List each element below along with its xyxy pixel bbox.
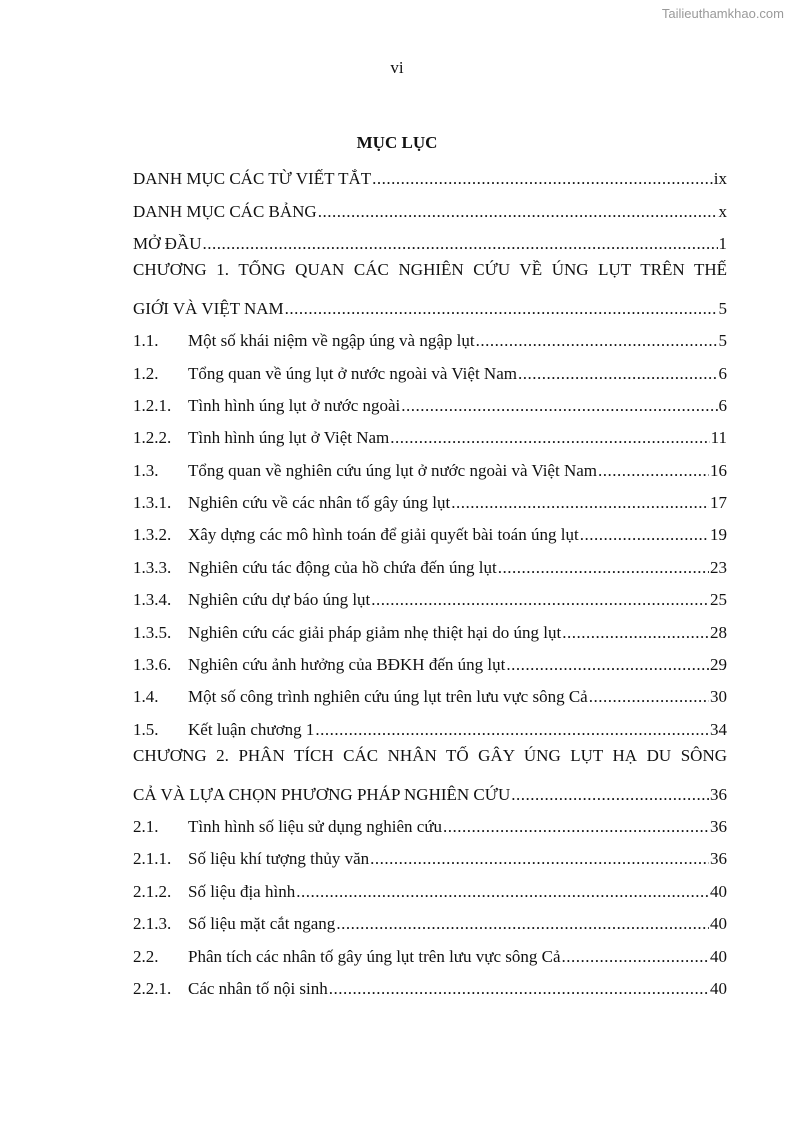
toc-entry-page: 36: [710, 849, 727, 869]
toc-entry[interactable]: [133, 584, 727, 616]
toc-dot-leader: [370, 849, 709, 869]
toc-entry-number: 1.3.2.: [133, 525, 172, 545]
watermark-text: Tailieuthamkhao.com: [661, 6, 784, 21]
toc-entry-title: Số liệu địa hình: [188, 881, 296, 901]
toc-entry-page: 40: [710, 914, 727, 934]
toc-dot-leader: [336, 914, 709, 934]
toc-dot-leader: [315, 720, 709, 740]
toc-dot-leader: [296, 882, 709, 902]
toc-entry-page: 6: [718, 395, 727, 415]
toc-entry[interactable]: [133, 681, 727, 713]
toc-entry-number: 1.3.5.: [133, 622, 172, 642]
toc-entry[interactable]: [133, 519, 727, 551]
toc-dot-leader: [498, 558, 709, 578]
toc-entry[interactable]: [133, 908, 727, 940]
toc-entry-page: 29: [710, 655, 727, 675]
toc-entry-number: 1.4.: [133, 687, 159, 707]
toc-entry-title: Kết luận chương 1: [188, 719, 315, 739]
toc-entry-title: Số liệu khí tượng thủy văn: [188, 849, 370, 869]
toc-dot-leader: [390, 428, 709, 448]
toc-dot-leader: [598, 461, 709, 481]
toc-dot-leader: [506, 655, 709, 675]
toc-title: MỤC LỤC: [356, 133, 438, 152]
toc-entry-title: Tổng quan về úng lụt ở nước ngoài và Việt Nam: [188, 363, 517, 383]
toc-entry[interactable]: [133, 422, 727, 454]
toc-entry-page: ix: [713, 169, 727, 189]
toc-entry-page: 30: [710, 687, 727, 707]
toc-dot-leader: [329, 979, 709, 999]
toc-entry-page: 5: [718, 331, 727, 351]
toc-dot-leader: [202, 234, 717, 254]
toc-entry[interactable]: [133, 714, 727, 746]
toc-entry-page: x: [718, 201, 727, 221]
toc-entry[interactable]: [133, 487, 727, 519]
toc-entry-page: 40: [710, 881, 727, 901]
toc-entry-number: 1.3.1.: [133, 493, 172, 513]
toc-entry-number: 2.2.: [133, 946, 159, 966]
toc-entry-page: 34: [710, 719, 727, 739]
toc-entry-number: 1.3.: [133, 460, 159, 480]
toc-dot-leader: [511, 785, 709, 805]
toc-entry[interactable]: [133, 876, 727, 908]
toc-entry-title: Tổng quan về nghiên cứu úng lụt ở nước ngoài và Việt Nam: [188, 460, 597, 480]
toc-entry-title: Số liệu mặt cắt ngang: [188, 914, 336, 934]
toc-entry[interactable]: [133, 163, 727, 195]
toc-entry-number: 1.3.6.: [133, 655, 172, 675]
toc-entry-title: MỞ ĐẦU: [133, 233, 202, 253]
toc-entry[interactable]: [133, 778, 727, 810]
toc-entry-page: 25: [710, 590, 727, 610]
toc-entry-title: Nghiên cứu về các nhân tố gây úng lụt: [188, 493, 451, 513]
table-of-contents: [133, 163, 727, 1005]
toc-dot-leader: [318, 202, 718, 222]
toc-dot-leader: [451, 493, 709, 513]
toc-dot-leader: [589, 687, 709, 707]
toc-entry-heading-line[interactable]: CHƯƠNG 1. TỔNG QUAN CÁC NGHIÊN CỨU VỀ ÚNG LỤT TRÊN THẾ: [133, 260, 727, 280]
toc-entry[interactable]: [133, 325, 727, 357]
toc-entry-page: 40: [710, 946, 727, 966]
toc-entry-page: 16: [710, 460, 727, 480]
toc-entry-title: GIỚI VÀ VIỆT NAM: [133, 298, 284, 318]
toc-entry-title: Tình hình số liệu sử dụng nghiên cứu: [188, 817, 443, 836]
toc-entry-page: 40: [710, 978, 727, 998]
toc-entry[interactable]: [133, 228, 727, 260]
toc-dot-leader: [580, 525, 709, 545]
toc-entry[interactable]: [133, 811, 727, 843]
toc-entry[interactable]: [133, 357, 727, 389]
toc-entry-title: Một số khái niệm về ngập úng và ngập lụt: [188, 331, 475, 351]
toc-entry-number: 2.1.3.: [133, 914, 172, 934]
toc-entry[interactable]: [133, 390, 727, 422]
toc-entry-number: 2.1.2.: [133, 881, 172, 901]
toc-entry[interactable]: [133, 616, 727, 648]
toc-entry-heading-line[interactable]: CHƯƠNG 2. PHÂN TÍCH CÁC NHÂN TỐ GÂY ÚNG LỤT HẠ DU SÔNG: [133, 746, 727, 766]
toc-entry-title: Phân tích các nhân tố gây úng lụt trên lưu vực sông Cả: [188, 946, 561, 966]
toc-entry-title: Tình hình úng lụt ở Việt Nam: [188, 428, 390, 448]
toc-entry-page: 1: [718, 233, 727, 253]
toc-dot-leader: [443, 817, 709, 837]
toc-entry-title: Một số công trình nghiên cứu úng lụt trên lưu vực sông Cả: [188, 687, 588, 707]
toc-dot-leader: [562, 947, 709, 967]
toc-entry-page: 11: [710, 428, 727, 448]
toc-entry-title: CẢ VÀ LỰA CHỌN PHƯƠNG PHÁP NGHIÊN CỨU: [133, 784, 511, 804]
toc-entry[interactable]: [133, 455, 727, 487]
toc-entry-title: Nghiên cứu các giải pháp giảm nhẹ thiệt hại do úng lụt: [188, 622, 562, 642]
toc-entry-page: 36: [710, 817, 727, 836]
toc-dot-leader: [518, 364, 718, 384]
toc-entry-page: 36: [710, 784, 727, 804]
toc-entry-page: 6: [718, 363, 727, 383]
toc-entry-title: DANH MỤC CÁC BẢNG: [133, 201, 317, 221]
toc-entry-title: Nghiên cứu tác động của hồ chứa đến úng lụt: [188, 557, 497, 577]
toc-entry-title: Tình hình úng lụt ở nước ngoài: [188, 395, 401, 415]
toc-entry-number: 1.2.: [133, 363, 159, 383]
toc-entry[interactable]: [133, 940, 727, 972]
toc-entry[interactable]: [133, 195, 727, 227]
toc-entry-number: 1.2.2.: [133, 428, 172, 448]
toc-entry-number: 2.1.1.: [133, 849, 172, 869]
toc-entry-title: DANH MỤC CÁC TỪ VIẾT TẮT: [133, 169, 372, 189]
toc-entry-title: Nghiên cứu dự báo úng lụt: [188, 590, 371, 610]
toc-dot-leader: [371, 590, 709, 610]
toc-entry-page: 28: [710, 622, 727, 642]
toc-entry[interactable]: [133, 843, 727, 875]
toc-entry-number: 1.2.1.: [133, 395, 172, 415]
toc-entry-page: 19: [710, 525, 727, 545]
toc-entry-number: 2.2.1.: [133, 978, 172, 998]
toc-entry-page: 5: [718, 298, 727, 318]
toc-entry-number: 2.1.: [133, 817, 159, 836]
toc-entry-number: 1.3.3.: [133, 557, 172, 577]
toc-entry-page: 17: [710, 493, 727, 513]
toc-entry-title: Các nhân tố nội sinh: [188, 978, 328, 998]
toc-dot-leader: [476, 331, 718, 351]
toc-entry[interactable]: [133, 552, 727, 584]
toc-dot-leader: [401, 396, 717, 416]
toc-dot-leader: [372, 169, 713, 189]
toc-entry-number: 1.3.4.: [133, 590, 172, 610]
toc-entry-title: Nghiên cứu ảnh hưởng của BĐKH đến úng lụt: [188, 655, 506, 675]
toc-entry-number: 1.1.: [133, 331, 159, 351]
page-number: vi: [390, 58, 404, 77]
toc-entry[interactable]: [133, 649, 727, 681]
toc-dot-leader: [285, 299, 718, 319]
toc-entry[interactable]: [133, 293, 727, 325]
toc-entry-title: Xây dựng các mô hình toán để giải quyết bài toán úng lụt: [188, 525, 579, 545]
toc-dot-leader: [562, 623, 709, 643]
toc-entry[interactable]: [133, 973, 727, 1005]
toc-entry-page: 23: [710, 557, 727, 577]
toc-entry-number: 1.5.: [133, 719, 159, 739]
